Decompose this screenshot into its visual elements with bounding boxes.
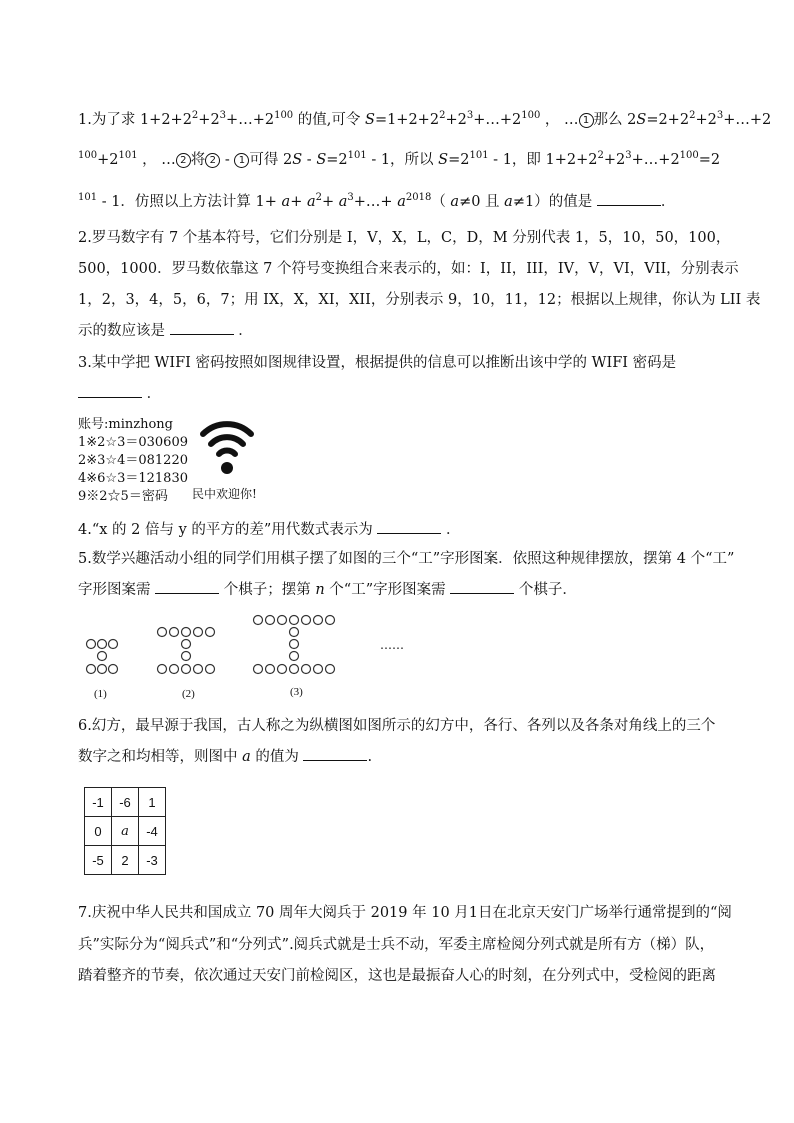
answer-blank-q6 xyxy=(303,748,367,761)
q7-line-1: 7.庆祝中华人民共和国成立 70 周年大阅兵于 2019 年 10 月1日在北京天安门广场举行通常提到的“阅 xyxy=(78,905,732,921)
q2-line-4: 示的数应该是 ． xyxy=(78,323,253,339)
wifi-icon xyxy=(198,412,256,478)
q5-line-1: 5.数学兴趣活动小组的同学们用棋子摆了如图的三个“工”字形图案．依照这种规律摆放，摆第 4 个“工” xyxy=(78,551,735,567)
q7-line-3: 踏着整齐的节奏，依次通过天安门前检阅区，这也是最振奋人心的时刻，在分列式中，受检阅的距离 xyxy=(78,968,716,984)
q2-line-1: 2.罗马数字有 7 个基本符号，它们分别是 I，V，X，L，C，D，M 分别代表 1，5，10，50，100， xyxy=(78,230,731,246)
circled-2: 2 xyxy=(176,153,191,168)
q6-line-1: 6.幻方，最早源于我国，古人称之为纵横图如图所示的幻方中，各行、各列以及各条对角线上的三个 xyxy=(78,718,716,734)
pattern-label-3: (3) xyxy=(290,686,303,698)
pattern-label-2: (2) xyxy=(182,688,195,700)
q3-line-1: 3.某中学把 WIFI 密码按照如图规律设置，根据提供的信息可以推断出该中学的 WIFI 密码是 xyxy=(78,355,677,371)
cell-1-0: 0 xyxy=(85,817,112,846)
cell-1-1: a xyxy=(112,817,139,846)
answer-blank-q5b xyxy=(450,581,514,594)
cell-1-2: -4 xyxy=(139,817,166,846)
answer-blank-q5a xyxy=(155,581,219,594)
wifi-rule-3: 4※6☆3＝121830 xyxy=(78,471,188,486)
wifi-rule-2: 2※3☆4＝081220 xyxy=(78,453,188,468)
q1-line-3: $^{101}$ - 1．仿照以上方法计算 $1+ a+ a^2+$ $a^3+\dots+ a^{2018}$（ a≠0 且 a≠1）的值是 ． xyxy=(78,192,676,210)
wifi-rules xyxy=(78,416,188,506)
wifi-welcome: 民中欢迎你! xyxy=(192,487,257,501)
q2-line-3: 1，2，3，4，5，6，7；用 IX，X，XI，XII，分别表示 9，10，11，12；根据以上规律，你认为 LII 表 xyxy=(78,292,761,308)
cell-2-1: 2 xyxy=(112,846,139,875)
q4-line: 4.“x 的 2 倍与 y 的平方的差”用代数式表示为 ． xyxy=(78,522,461,538)
cell-0-1: -6 xyxy=(112,788,139,817)
cell-2-2: -3 xyxy=(139,846,166,875)
pattern-label-1: (1) xyxy=(94,688,107,700)
answer-blank-q1 xyxy=(597,193,661,206)
q1-line-2: $^{100}+2^{101}$ ， … 2 将 2 - 1 可得 $2S - S=2^{101} - 1$，所以 $S=2^{101} - 1$，即 $1+2+2^2+2^3+\dots+2^{100}=2$ xyxy=(78,150,721,168)
cell-2-0: -5 xyxy=(85,846,112,875)
answer-blank-q2 xyxy=(170,322,234,335)
q7-line-2: 兵”实际分为“阅兵式”和“分列式”.阅兵式就是士兵不动，军委主席检阅分列式就是所有方（梯）队， xyxy=(78,937,715,953)
magic-square xyxy=(84,787,166,875)
q1-line-1: 1.为了求 $1+2+2^2+2^3+\dots+2^{100}$ 的值,可令 $S=1+2+2^2+2^3+\dots+2^{100}$ ， … 1 那么 $2S=2+2^2+2^3+\dots+2$ xyxy=(78,110,772,128)
q2-line-2: 500，1000．罗马数依靠这 7 个符号变换组合来表示的，如：I，II，III，IV，V，VI，VII，分别表示 xyxy=(78,261,739,277)
circled-1: 1 xyxy=(579,113,594,128)
wifi-account: 账号:minzhong xyxy=(78,417,173,432)
wifi-rule-1: 1※2☆3＝030609 xyxy=(78,435,188,450)
q6-line-2: 数字之和均相等，则图中 a 的值为 . xyxy=(78,749,373,765)
q5-line-2: 字形图案需 个棋子；摆第 n 个“工”字形图案需 个棋子． xyxy=(78,582,577,598)
q3-line-2: ． xyxy=(78,384,161,404)
cell-0-0: -1 xyxy=(85,788,112,817)
answer-blank-q4 xyxy=(377,521,441,534)
cell-0-2: 1 xyxy=(139,788,166,817)
pattern-ellipsis: …… xyxy=(380,638,404,652)
wifi-rule-4: 9※2☆5＝密码 xyxy=(78,489,168,504)
answer-blank-q3 xyxy=(78,385,142,398)
